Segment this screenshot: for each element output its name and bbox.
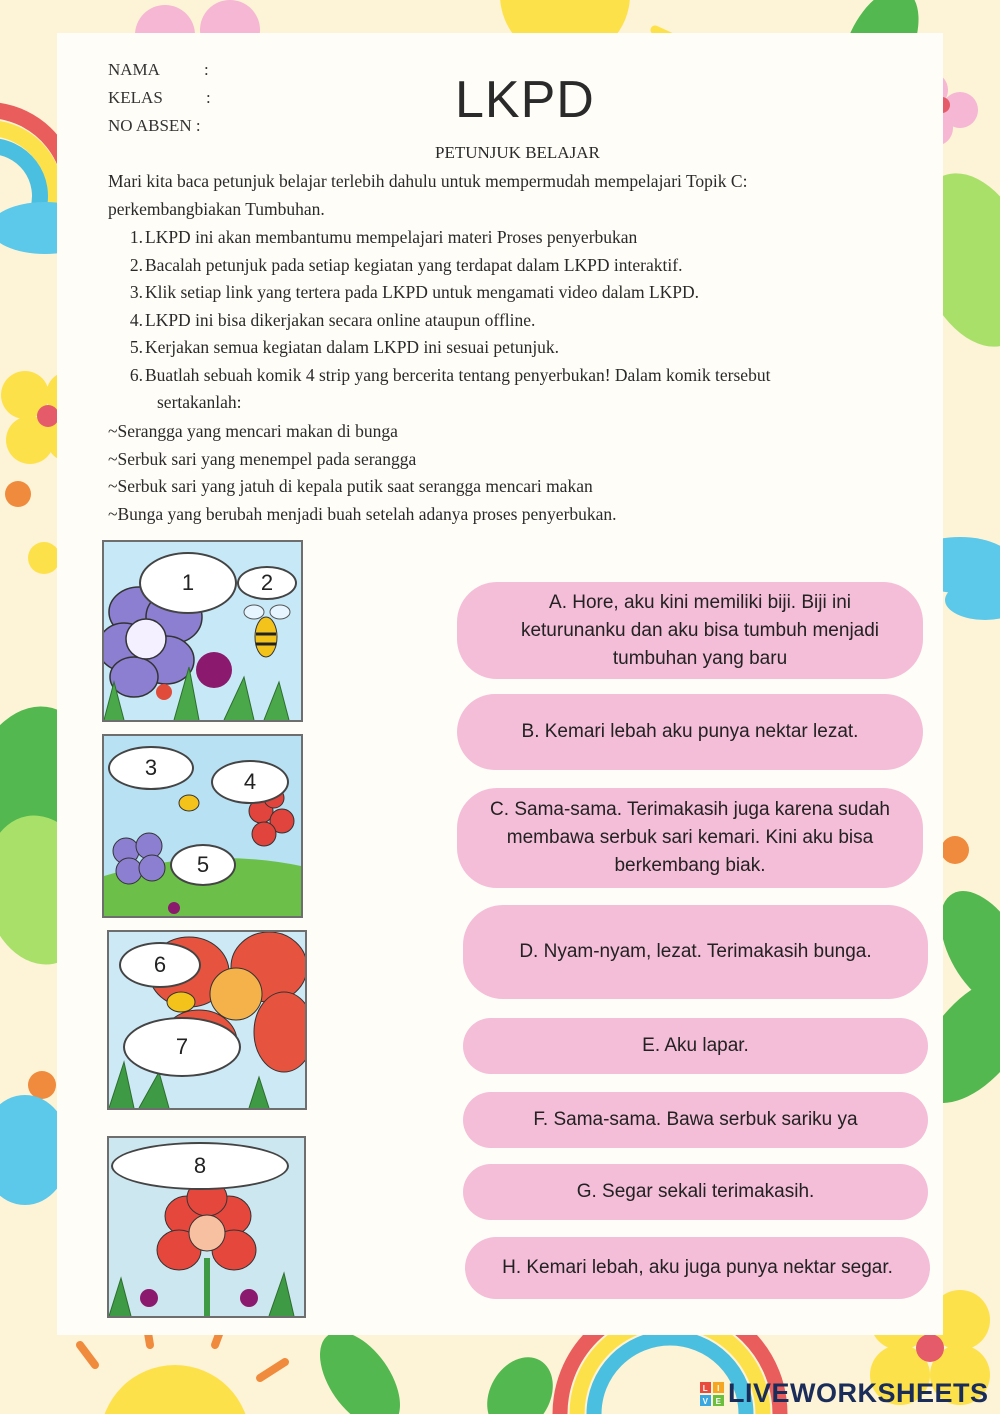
list-item: 3. Klik setiap link yang tertera pada LKPD untuk mengamati video dalam LKPD. xyxy=(129,282,700,302)
option-c[interactable]: C. Sama-sama. Terimakasih juga karena sudah membawa serbuk sari kemari. Kini aku bisa berkembang biak. xyxy=(457,788,923,888)
speech-bubble-8[interactable]: 8 xyxy=(111,1142,289,1190)
comic-panel-2 xyxy=(102,734,303,918)
requirements-list xyxy=(108,418,617,528)
list-item: 2. Bacalah petunjuk pada setiap kegiatan yang terdapat dalam LKPD interaktif. xyxy=(129,254,683,275)
option-f[interactable]: F. Sama-sama. Bawa serbuk sariku ya xyxy=(463,1092,928,1148)
logo-letter-e: E xyxy=(715,1396,722,1406)
class-label: KELAS xyxy=(108,88,163,107)
speech-bubble-6[interactable]: 6 xyxy=(119,942,201,988)
class-colon: : xyxy=(206,88,211,107)
speech-bubble-3[interactable]: 3 xyxy=(108,746,194,790)
list-item: 4. LKPD ini bisa dikerjakan secara online ataupun offline. xyxy=(129,309,536,330)
requirement-item: ~Serbuk sari yang jatuh di kepala putik saat serangga mencari makan xyxy=(108,476,593,496)
intro-line: perkembangbiakan Tumbuhan. xyxy=(108,198,325,219)
name-label: NAMA xyxy=(108,60,160,79)
option-b[interactable]: B. Kemari lebah aku punya nektar lezat. xyxy=(457,694,923,770)
class-label-row xyxy=(108,88,211,108)
name-label-row xyxy=(108,60,209,80)
speech-bubble-1[interactable]: 1 xyxy=(139,552,237,614)
option-h[interactable]: H. Kemari lebah, aku juga punya nektar segar. xyxy=(465,1237,930,1299)
bee-icon xyxy=(167,992,195,1012)
page-title: LKPD xyxy=(455,71,595,129)
comic-panel-3 xyxy=(107,930,307,1110)
option-a[interactable]: A. Hore, aku kini memiliki biji. Biji ini keturunanku dan aku bisa tumbuh menjadi tumbuhan yang baru xyxy=(457,582,923,679)
absent-label: NO ABSEN : xyxy=(108,116,201,135)
speech-bubble-4[interactable]: 4 xyxy=(211,760,289,804)
intro-paragraph xyxy=(108,168,868,223)
section-subtitle: PETUNJUK BELAJAR xyxy=(435,143,600,162)
requirement-item: ~Serbuk sari yang menempel pada serangga xyxy=(108,448,417,469)
magenta-flower-icon xyxy=(196,652,232,688)
liveworksheets-logo[interactable] xyxy=(700,1378,989,1409)
list-item: 1. LKPD ini akan membantumu mempelajari materi Proses penyerbukan xyxy=(129,227,638,247)
requirement-item: ~Bunga yang berubah menjadi buah setelah adanya proses penyerbukan. xyxy=(108,503,617,524)
speech-bubble-5[interactable]: 5 xyxy=(170,844,236,886)
comic-panel-1 xyxy=(102,540,303,722)
bee-icon xyxy=(179,795,199,811)
liveworksheets-icon xyxy=(700,1382,724,1406)
name-colon: : xyxy=(204,60,209,79)
speech-bubble-2[interactable]: 2 xyxy=(237,566,297,600)
requirement-item: ~Serangga yang mencari makan di bunga xyxy=(108,421,398,441)
logo-letter-i: I xyxy=(717,1383,720,1393)
instruction-list xyxy=(123,224,883,417)
speech-bubble-7[interactable]: 7 xyxy=(123,1017,241,1077)
list-item-continuation: sertakanlah: xyxy=(157,392,242,412)
logo-letter-v: V xyxy=(702,1396,709,1406)
flower-face-icon xyxy=(189,1215,225,1251)
intro-line: Mari kita baca petunjuk belajar terlebih dahulu untuk mempermudah mempelajari Topik C: xyxy=(108,171,748,191)
flower-face-icon xyxy=(126,619,166,659)
logo-letter-l: L xyxy=(702,1383,709,1393)
option-d[interactable]: D. Nyam-nyam, lezat. Terimakasih bunga. xyxy=(463,905,928,999)
comic-panel-4 xyxy=(107,1136,306,1318)
option-g[interactable]: G. Segar sekali terimakasih. xyxy=(463,1164,928,1220)
list-item: 6. Buatlah sebuah komik 4 strip yang bercerita tentang penyerbukan! Dalam komik tersebut xyxy=(129,364,771,385)
option-e[interactable]: E. Aku lapar. xyxy=(463,1018,928,1074)
list-item: 5. Kerjakan semua kegiatan dalam LKPD ini sesuai petunjuk. xyxy=(129,337,560,357)
brand-text: LIVEWORKSHEETS xyxy=(728,1378,989,1408)
